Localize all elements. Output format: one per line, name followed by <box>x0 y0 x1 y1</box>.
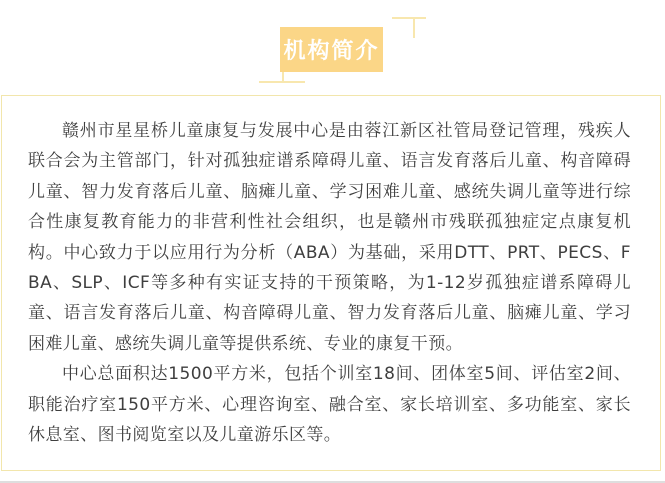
corner-decoration-bottom-left-horizontal <box>259 81 305 83</box>
intro-paragraph-1: 赣州市星星桥儿童康复与发展中心是由蓉江新区社管局登记管理，残疾人联合会为主管部门，针对孤独症谱系障碍儿童、语言发育落后儿童、构音障碍儿童、智力发育落后儿童、脑瘫儿童、学习困难儿童、感统失调儿童等进行综合性康复教育能力的非营利性社会组织，也是赣州市残联孤独症定点康复机构。中心致力于以应用行为分析（ABA）为基础，采用DTT、PRT、PECS、FBA、SLP、ICF等多种有实证支持的干预策略，为1-12岁孤独症谱系障碍儿童、语言发育落后儿童、构音障碍儿童、智力发育落后儿童、脑瘫儿童、学习困难儿童、感统失调儿童等提供系统、专业的康复干预。 <box>28 121 631 354</box>
section-title-badge <box>280 27 383 72</box>
intro-card <box>1 95 661 471</box>
corner-decoration-top-right-horizontal <box>392 17 426 19</box>
corner-decoration-top-right-vertical <box>413 17 415 38</box>
intro-paragraph-2: 中心总面积达1500平方米，包括个训室18间、团体室5间、评估室2间、职能治疗室150平方米、心理咨询室、融合室、家长培训室、多功能室、家长休息室、图书阅览室以及儿童游乐区等。 <box>28 364 631 446</box>
section-title: 机构简介 <box>283 39 380 64</box>
